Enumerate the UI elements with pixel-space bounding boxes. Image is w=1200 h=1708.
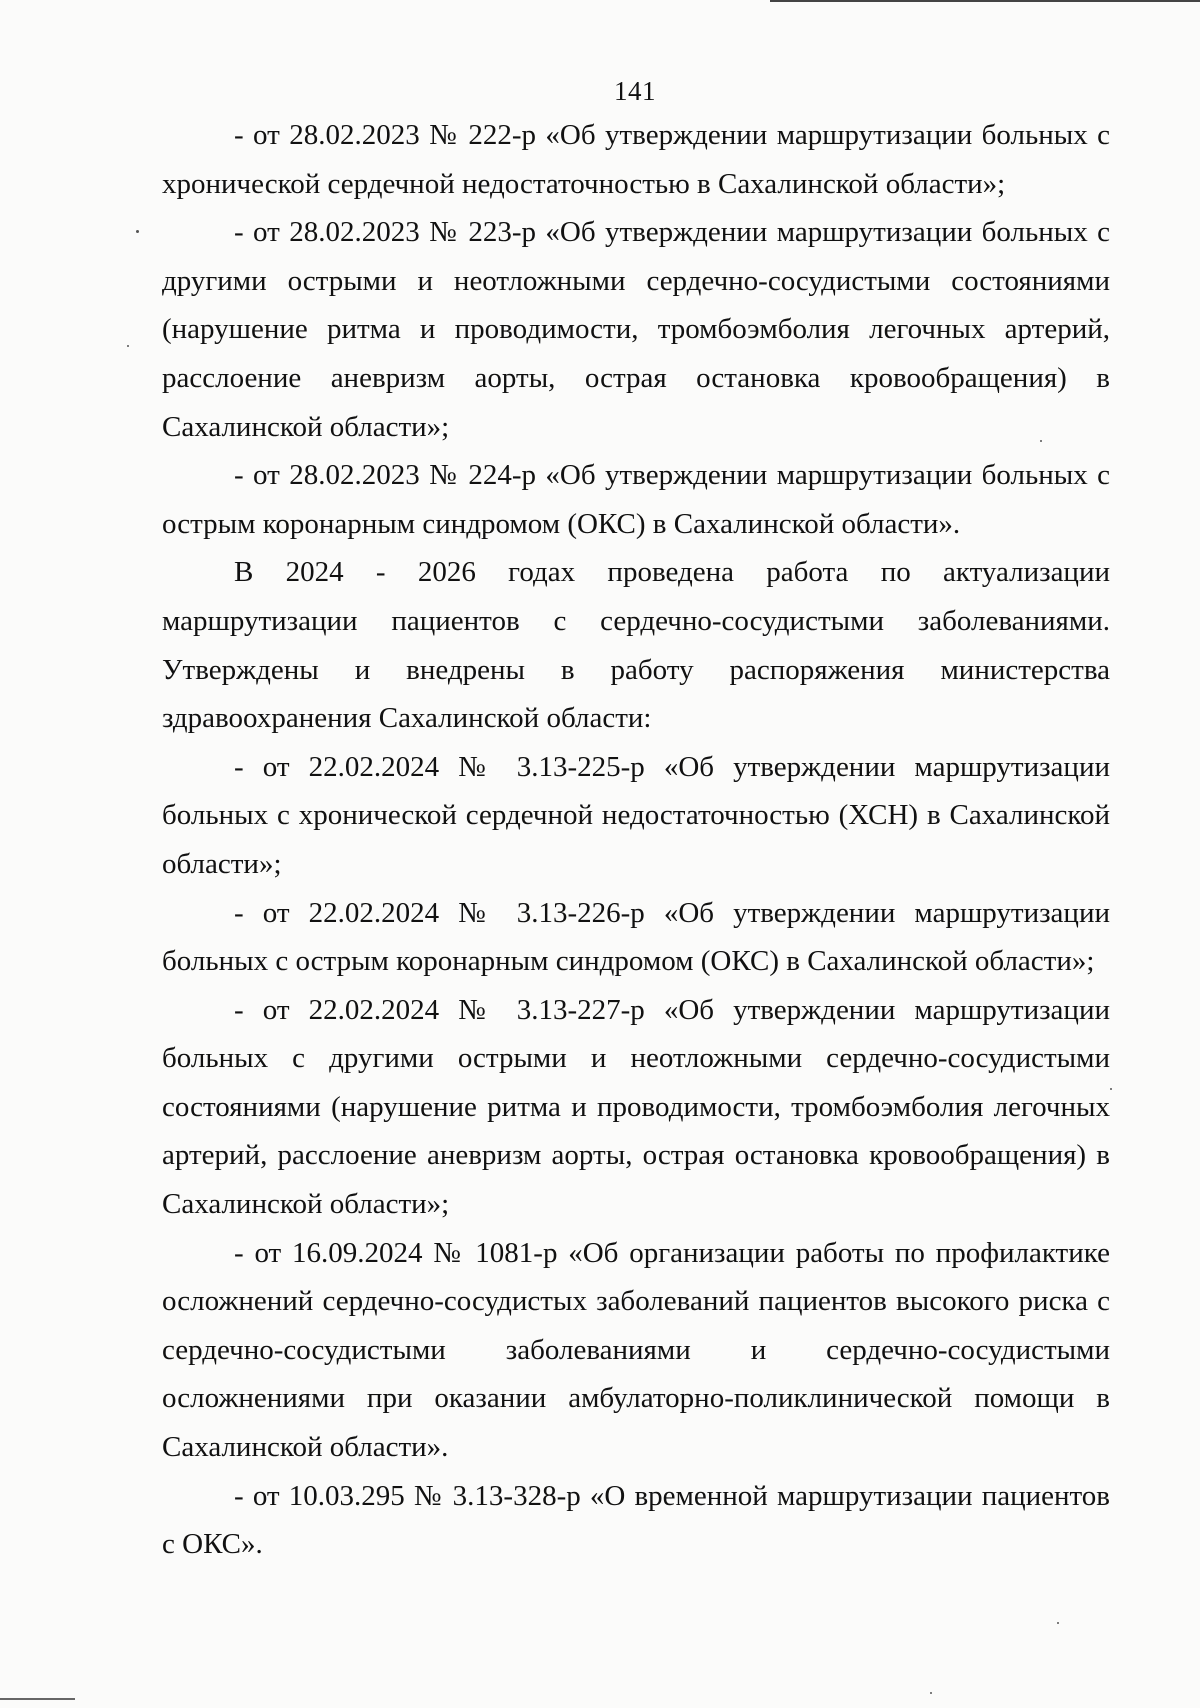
order-item-222: - от 28.02.2023 № 222-р «Об утверждении маршрутизации больных с хронической сердечной недостаточностью в Сахалинской области»;: [162, 119, 1110, 200]
order-item-225: - от 22.02.2024 № 3.13-225-р «Об утверждении маршрутизации больных с хронической сердечной недостаточностью (ХСН) в Сахалинской области»;: [162, 750, 1110, 880]
routing-update-paragraph: В 2024 - 2026 годах проведена работа по актуализации маршрутизации пациентов с сердечно-сосудистыми заболеваниями. Утверждены и внедрены в работу распоряжения министерства здравоохранения Сахалинской области:: [162, 556, 1110, 735]
scan-speck: [1110, 1088, 1112, 1090]
scan-edge-line: [0, 1698, 75, 1700]
order-item-224: - от 28.02.2023 № 224-р «Об утверждении маршрутизации больных с острым коронарным синдромом (ОКС) в Сахалинской области».: [162, 459, 1110, 540]
order-item-227: - от 22.02.2024 № 3.13-227-р «Об утверждении маршрутизации больных с другими острыми и неотложными сердечно-сосудистыми состояниями (нарушение ритма и проводимости, тромбоэмболия легочных артерий, расслоение аневризм аорты, острая остановка кровообращения) в Сахалинской области»;: [162, 993, 1110, 1221]
scan-speck: [136, 230, 139, 233]
order-item-328: - от 10.03.295 № 3.13-328-р «О временной маршрутизации пациентов с ОКС».: [162, 1479, 1110, 1561]
scan-speck: [1040, 440, 1042, 442]
scan-speck: [930, 1692, 932, 1694]
order-item-226: - от 22.02.2024 № 3.13-226-р «Об утверждении маршрутизации больных с острым коронарным синдромом (ОКС) в Сахалинской области»;: [162, 896, 1110, 978]
page-number: 141: [614, 76, 656, 106]
order-item-223: - от 28.02.2023 № 223-р «Об утверждении маршрутизации больных с другими острыми и неотложными сердечно-сосудистыми состояниями (нарушение ритма и проводимости, тромбоэмболия легочных артерий, расслоение аневризм аорты, острая остановка кровообращения) в Сахалинской области»;: [162, 216, 1110, 443]
scan-speck: [127, 345, 129, 347]
order-item-1081: - от 16.09.2024 № 1081-р «Об организации работы по профилактике осложнений сердечно-сосудистых заболеваний пациентов высокого риска с сердечно-сосудистыми заболеваниями и сердечно-сосудистыми осложнениями при оказании амбулаторно-поликлинической помощи в Сахалинской области».: [162, 1236, 1110, 1464]
document-body: [162, 111, 1110, 1569]
scan-edge-line: [770, 0, 1200, 2]
scan-speck: [1057, 1622, 1059, 1624]
